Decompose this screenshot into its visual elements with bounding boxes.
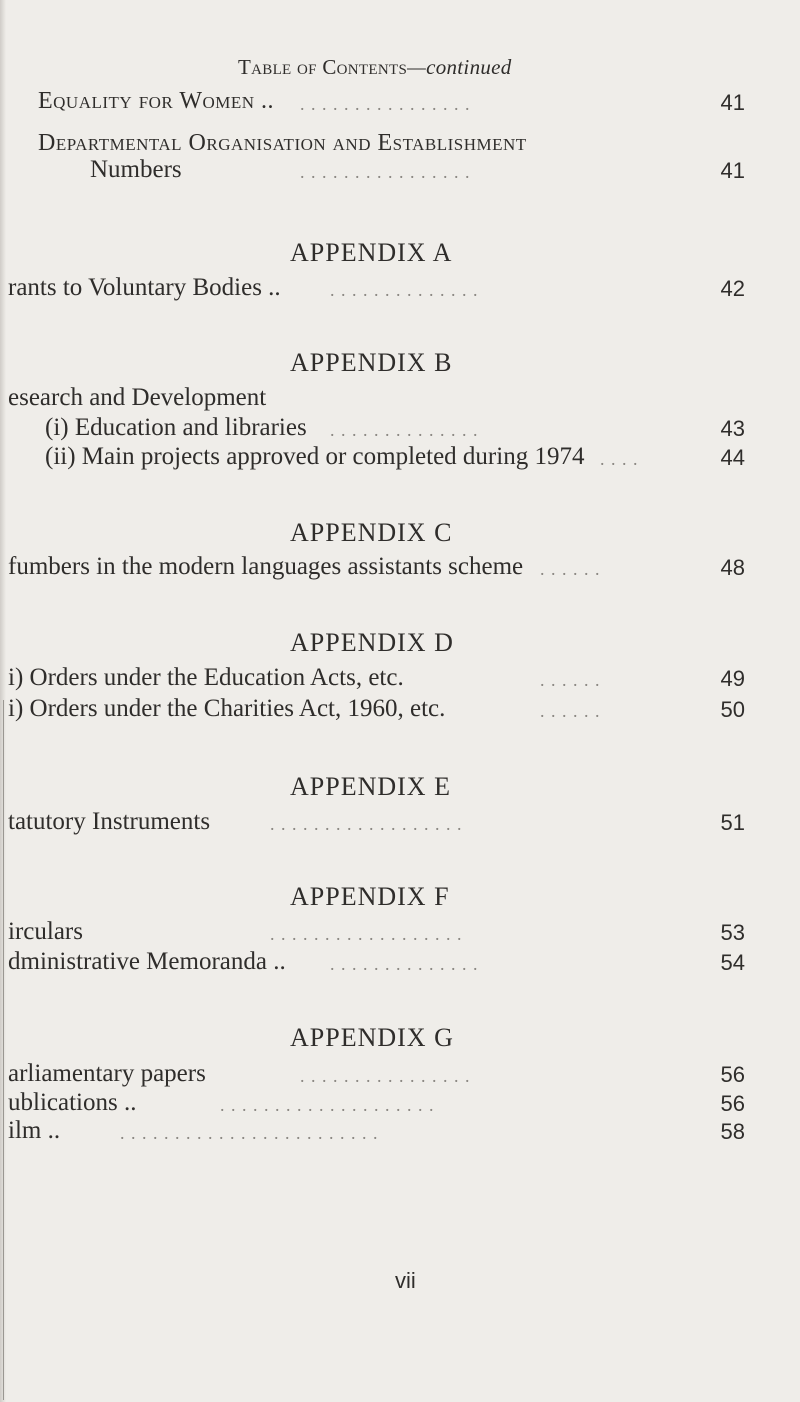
leader-dots: . . . . . . — [540, 701, 601, 721]
leader-dots: . . . . . . . . . . . . . . . . — [300, 1066, 471, 1086]
appendix-a-entry-1: rants to Voluntary Bodies .. — [8, 274, 281, 301]
appendix-g-entry-3: ilm .. — [8, 1117, 61, 1144]
page-edge-line — [3, 700, 4, 1400]
toc-page-equality: 41 — [720, 90, 745, 115]
appendix-c-entry-1: fumbers in the modern languages assistants scheme — [8, 553, 524, 580]
appendix-e-heading: APPENDIX E — [290, 772, 451, 801]
toc-entry-equality: Equality for Women .. — [38, 88, 275, 114]
leader-dots: . . . . . . — [540, 559, 601, 579]
appendix-f-heading: APPENDIX F — [290, 882, 450, 911]
leader-dots: . . . . . . . . . . . . . . . . . . — [270, 814, 463, 834]
appendix-f-entry-2: dministrative Memoranda .. — [8, 948, 286, 975]
appendix-b-entry-3: (ii) Main projects approved or completed during 1974 — [45, 443, 585, 470]
appendix-c-page-1: 48 — [720, 555, 745, 580]
appendix-a-page-1: 42 — [720, 276, 745, 301]
appendix-g-page-3: 58 — [720, 1119, 745, 1144]
appendix-d-entry-2: i) Orders under the Charities Act, 1960, etc. — [8, 695, 446, 722]
leader-dots: . . . . . . . . . . . . . . — [330, 954, 479, 974]
toc-entry-departmental: Departmental Organisation and Establishment — [38, 130, 527, 156]
appendix-d-heading: APPENDIX D — [290, 628, 454, 657]
leader-dots: . . . . . . . . . . . . . . . . . . . . — [220, 1095, 435, 1115]
toc-page-numbers: 41 — [720, 158, 745, 183]
appendix-d-page-1: 49 — [720, 666, 745, 691]
appendix-b-page-3: 44 — [720, 445, 745, 470]
appendix-f-page-2: 54 — [720, 950, 745, 975]
page-title-continued: —continued — [407, 55, 512, 79]
appendix-g-heading: APPENDIX G — [290, 1023, 454, 1052]
toc-entry-numbers: Numbers — [90, 156, 182, 183]
leader-dots: . . . . — [600, 449, 639, 469]
page-title-lead: Table of Contents — [238, 55, 408, 79]
appendix-c-heading: APPENDIX C — [290, 518, 453, 547]
appendix-e-page-1: 51 — [720, 810, 745, 835]
page-number-roman: vii — [395, 1268, 416, 1293]
appendix-g-page-2: 56 — [720, 1091, 745, 1116]
appendix-d-page-2: 50 — [720, 697, 745, 722]
appendix-b-entry-2: (i) Education and libraries — [45, 414, 307, 441]
appendix-f-page-1: 53 — [720, 920, 745, 945]
leader-dots: . . . . . . . . . . . . . . . . — [300, 162, 471, 182]
appendix-b-page-2: 43 — [720, 416, 745, 441]
leader-dots: . . . . . . . . . . . . . . . . . . . . . . . . — [120, 1123, 379, 1143]
leader-dots: . . . . . . . . . . . . . . . . — [300, 94, 471, 114]
page-title — [238, 55, 512, 80]
appendix-b-entry-1: esearch and Development — [8, 384, 267, 411]
appendix-b-heading: APPENDIX B — [290, 348, 453, 377]
appendix-f-entry-1: irculars — [8, 918, 83, 945]
leader-dots: . . . . . . . . . . . . . . — [330, 280, 479, 300]
appendix-e-entry-1: tatutory Instruments — [8, 808, 211, 835]
leader-dots: . . . . . . — [540, 670, 601, 690]
appendix-g-entry-2: ublications .. — [8, 1089, 137, 1116]
appendix-d-entry-1: i) Orders under the Education Acts, etc. — [8, 664, 404, 691]
leader-dots: . . . . . . . . . . . . . . — [330, 420, 479, 440]
appendix-a-heading: APPENDIX A — [290, 238, 453, 267]
appendix-g-entry-1: arliamentary papers — [8, 1060, 206, 1087]
appendix-g-page-1: 56 — [720, 1062, 745, 1087]
leader-dots: . . . . . . . . . . . . . . . . . . — [270, 924, 463, 944]
